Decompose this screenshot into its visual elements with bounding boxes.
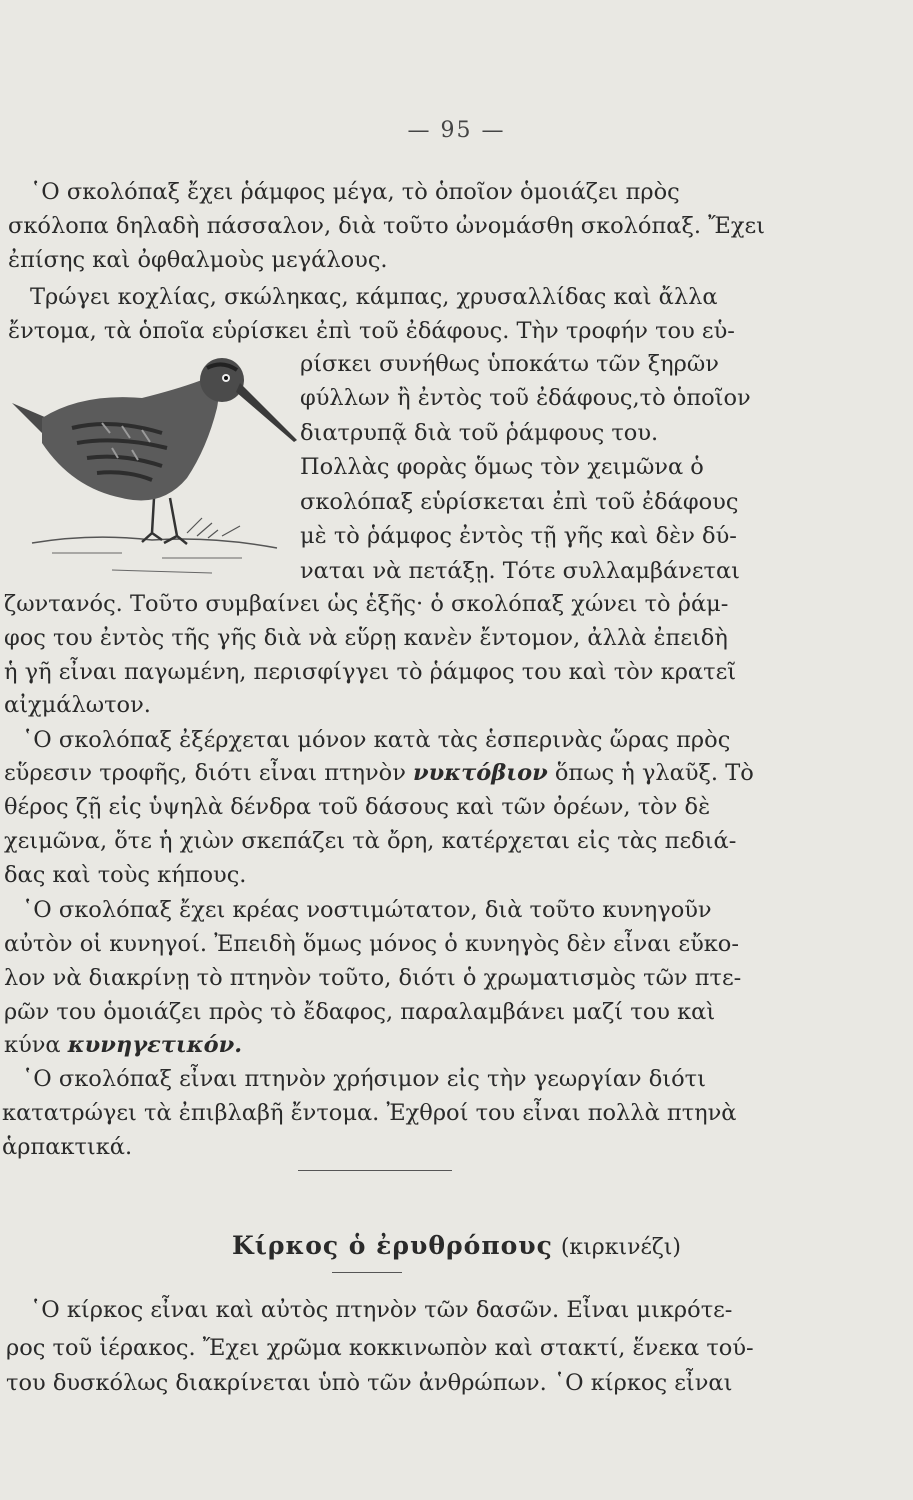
text-line: ζωντανός. Τοῦτο συμβαίνει ὡς ἑξῆς· ὁ σκολόπαξ χώνει τὸ ῥάμ- (4, 591, 729, 617)
text-line (4, 758, 754, 788)
text-line: Πολλὰς φορὰς ὅμως τὸν χειμῶνα ὁ (300, 454, 704, 480)
emphasized-term: κυνηγετικόν. (67, 1032, 243, 1058)
text-line: ῾Ο σκολόπαξ ἐξέρχεται μόνον κατὰ τὰς ἑσπερινὰς ὥρας πρὸς (22, 727, 731, 753)
text-line: ἐπίσης καὶ ὀφθαλμοὺς μεγάλους. (8, 247, 388, 273)
text-line: του δυσκόλως διακρίνεται ὑπὸ τῶν ἀνθρώπων. ῾Ο κίρκος εἶναι (6, 1370, 733, 1396)
section-title: Κίρκος ὁ ἐρυθρόπους (232, 1231, 553, 1260)
text-line: Τρώγει κοχλίας, σκώληκας, κάμπας, χρυσαλλίδας καὶ ἄλλα (30, 284, 718, 310)
text-line: φύλλων ἢ ἐντὸς τοῦ ἐδάφους,τὸ ὁποῖον (300, 385, 751, 411)
text-line: αὐτὸν οἱ κυνηγοί. Ἐπειδὴ ὅμως μόνος ὁ κυνηγὸς δὲν εἶναι εὔκο- (4, 931, 739, 957)
text-line: λον νὰ διακρίνῃ τὸ πτηνὸν τοῦτο, διότι ὁ χρωματισμὸς τῶν πτε- (4, 965, 742, 991)
text-line: ῾Ο σκολόπαξ ἔχει κρέας νοστιμώτατον, διὰ τοῦτο κυνηγοῦν (22, 897, 712, 923)
text-line: αἰχμάλωτον. (4, 692, 151, 718)
text-line: ναται νὰ πετάξῃ. Τότε συλλαμβάνεται (300, 558, 740, 584)
text-line: χειμῶνα, ὅτε ἡ χιὼν σκεπάζει τὰ ὄρη, κατέρχεται εἰς τὰς πεδιά- (4, 828, 737, 854)
text-fragment: ὅπως ἡ γλαῦξ. Τὸ (547, 760, 754, 786)
text-line: ἁρπακτικά. (2, 1134, 133, 1160)
text-line: ρος τοῦ ἱέρακος. Ἔχει χρῶμα κοκκινωπὸν καὶ στακτί, ἕνεκα τού- (6, 1335, 754, 1361)
text-line (4, 1030, 242, 1060)
emphasized-term: νυκτόβιον (413, 760, 548, 786)
heading-underline (332, 1272, 402, 1273)
text-line: μὲ τὸ ῥάμφος ἐντὸς τῇ γῆς καὶ δὲν δύ- (300, 523, 737, 549)
text-line: θέρος ζῇ εἰς ὑψηλὰ δένδρα τοῦ δάσους καὶ τῶν ὀρέων, τὸν δὲ (4, 794, 711, 820)
text-line: διατρυπᾷ διὰ τοῦ ῥάμφους του. (300, 420, 659, 446)
text-fragment: εὕρεσιν τροφῆς, διότι εἶναι πτηνὸν (4, 760, 414, 786)
woodcock-icon (12, 358, 297, 573)
section-divider (298, 1170, 452, 1171)
text-line: σκολόπαξ εὑρίσκεται ἐπὶ τοῦ ἐδάφους (300, 489, 739, 515)
section-heading (0, 1229, 913, 1265)
text-line: ῾Ο σκολόπαξ ἔχει ῥάμφος μέγα, τὸ ὁποῖον ὁμοιάζει πρὸς (30, 179, 680, 205)
text-line: κατατρώγει τὰ ἐπιβλαβῆ ἔντομα. Ἐχθροί του εἶναι πολλὰ πτηνὰ (2, 1100, 737, 1126)
page-number: — 95 — (407, 118, 506, 143)
text-line: σκόλοπα δηλαδὴ πάσσαλον, διὰ τοῦτο ὠνομάσθη σκολόπαξ. Ἔχει (8, 213, 765, 239)
text-fragment: κύνα (4, 1032, 68, 1058)
text-line: ρῶν του ὁμοιάζει πρὸς τὸ ἔδαφος, παραλαμβάνει μαζί του καὶ (4, 999, 716, 1025)
text-line: ῾Ο κίρκος εἶναι καὶ αὐτὸς πτηνὸν τῶν δασῶν. Εἶναι μικρότε- (30, 1297, 733, 1323)
text-line: ῾Ο σκολόπαξ εἶναι πτηνὸν χρήσιμον εἰς τὴν γεωργίαν διότι (22, 1066, 706, 1092)
section-subtitle: (κιρκινέζι) (560, 1235, 681, 1260)
text-line: ἡ γῆ εἶναι παγωμένη, περισφίγγει τὸ ῥάμφος του καὶ τὸν κρατεῖ (4, 659, 737, 685)
woodcock-illustration (12, 348, 302, 588)
text-line: ρίσκει συνήθως ὑποκάτω τῶν ξηρῶν (300, 351, 719, 377)
text-line: δας καὶ τοὺς κήπους. (4, 862, 247, 888)
text-line: φος του ἐντὸς τῆς γῆς διὰ νὰ εὕρῃ κανὲν ἔντομον, ἀλλὰ ἐπειδὴ (4, 625, 728, 651)
text-line: ἔντομα, τὰ ὁποῖα εὑρίσκει ἐπὶ τοῦ ἐδάφους. Τὴν τροφήν του εὑ- (8, 318, 735, 344)
